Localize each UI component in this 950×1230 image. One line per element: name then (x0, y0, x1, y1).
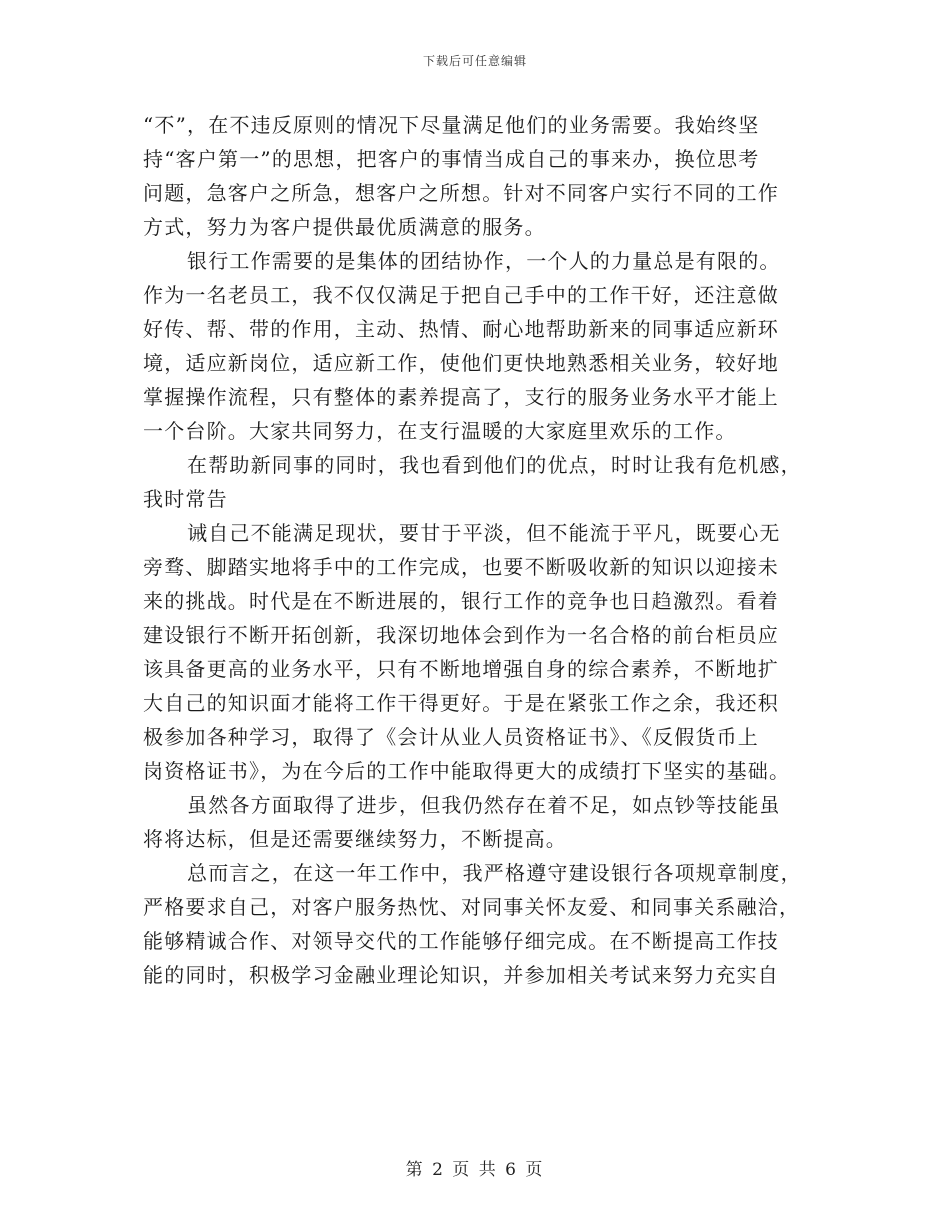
text-line: 建设银行不断开拓创新，我深切地体会到作为一名合格的前台柜员应 (143, 623, 779, 647)
document-body (143, 108, 809, 992)
text-line: “不”，在不违反原则的情况下尽量满足他们的业务需要。我始终坚 (143, 113, 760, 137)
page-number: 第 2 页 共 6 页 (405, 1160, 545, 1180)
text-line: 能的同时，积极学习金融业理论知识，并参加相关考试来努力充实自 (143, 963, 779, 987)
text-line: 境，适应新岗位，适应新工作，使他们更快地熟悉相关业务，较好地 (143, 351, 779, 375)
text-line: 我时常告 (143, 487, 228, 511)
text-line: 问题，急客户之所急，想客户之所想。针对不同客户实行不同的工作 (143, 181, 779, 205)
text-line: 旁骛、脚踏实地将手中的工作完成，也要不断吸收新的知识以迎接未 (143, 555, 779, 579)
text-line: 好传、帮、带的作用，主动、热情、耐心地帮助新来的同事适应新环 (143, 317, 779, 341)
paragraph-start-line: 银行工作需要的是集体的团结协作，一个人的力量总是有限的。 (187, 249, 781, 273)
text-line: 作为一名老员工，我不仅仅满足于把自己手中的工作干好，还注意做 (143, 283, 779, 307)
text-line: 来的挑战。时代是在不断进展的，银行工作的竞争也日趋激烈。看着 (143, 589, 779, 613)
text-line: 一个台阶。大家共同努力，在支行温暖的大家庭里欢乐的工作。 (143, 419, 737, 443)
paragraph-start-line: 虽然各方面取得了进步，但我仍然存在着不足，如点钞等技能虽 (187, 793, 781, 817)
text-line: 将将达标，但是还需要继续努力，不断提高。 (143, 827, 567, 851)
text-line: 岗资格证书》，为在今后的工作中能取得更大的成绩打下坚实的基础。 (143, 759, 791, 783)
text-line: 大自己的知识面才能将工作干得更好。于是在紧张工作之余，我还积 (143, 691, 779, 715)
text-line: 该具备更高的业务水平，只有不断地增强自身的综合素养，不断地扩 (143, 657, 779, 681)
paragraph-start-line: 在帮助新同事的同时，我也看到他们的优点，时时让我有危机感， (187, 453, 802, 477)
text-line: 能够精诚合作、对领导交代的工作能够仔细完成。在不断提高工作技 (143, 929, 779, 953)
paragraph-start-line: 诫自己不能满足现状，要甘于平淡，但不能流于平凡，既要心无 (187, 521, 781, 545)
page-header-note: 下载后可任意编辑 (422, 54, 527, 68)
text-line: 持“客户第一”的思想，把客户的事情当成自己的事来办，换位思考 (143, 147, 760, 171)
text-line: 方式，努力为客户提供最优质满意的服务。 (143, 215, 546, 239)
text-line: 掌握操作流程，只有整体的素养提高了，支行的服务业务水平才能上 (143, 385, 779, 409)
text-line: 极参加各种学习，取得了《会计从业人员资格证书》、《反假货币上 (143, 725, 759, 749)
paragraph-start-line: 总而言之，在这一年工作中，我严格遵守建设银行各项规章制度， (187, 861, 802, 885)
text-line: 严格要求自己，对客户服务热忱、对同事关怀友爱、和同事关系融洽， (143, 895, 801, 919)
